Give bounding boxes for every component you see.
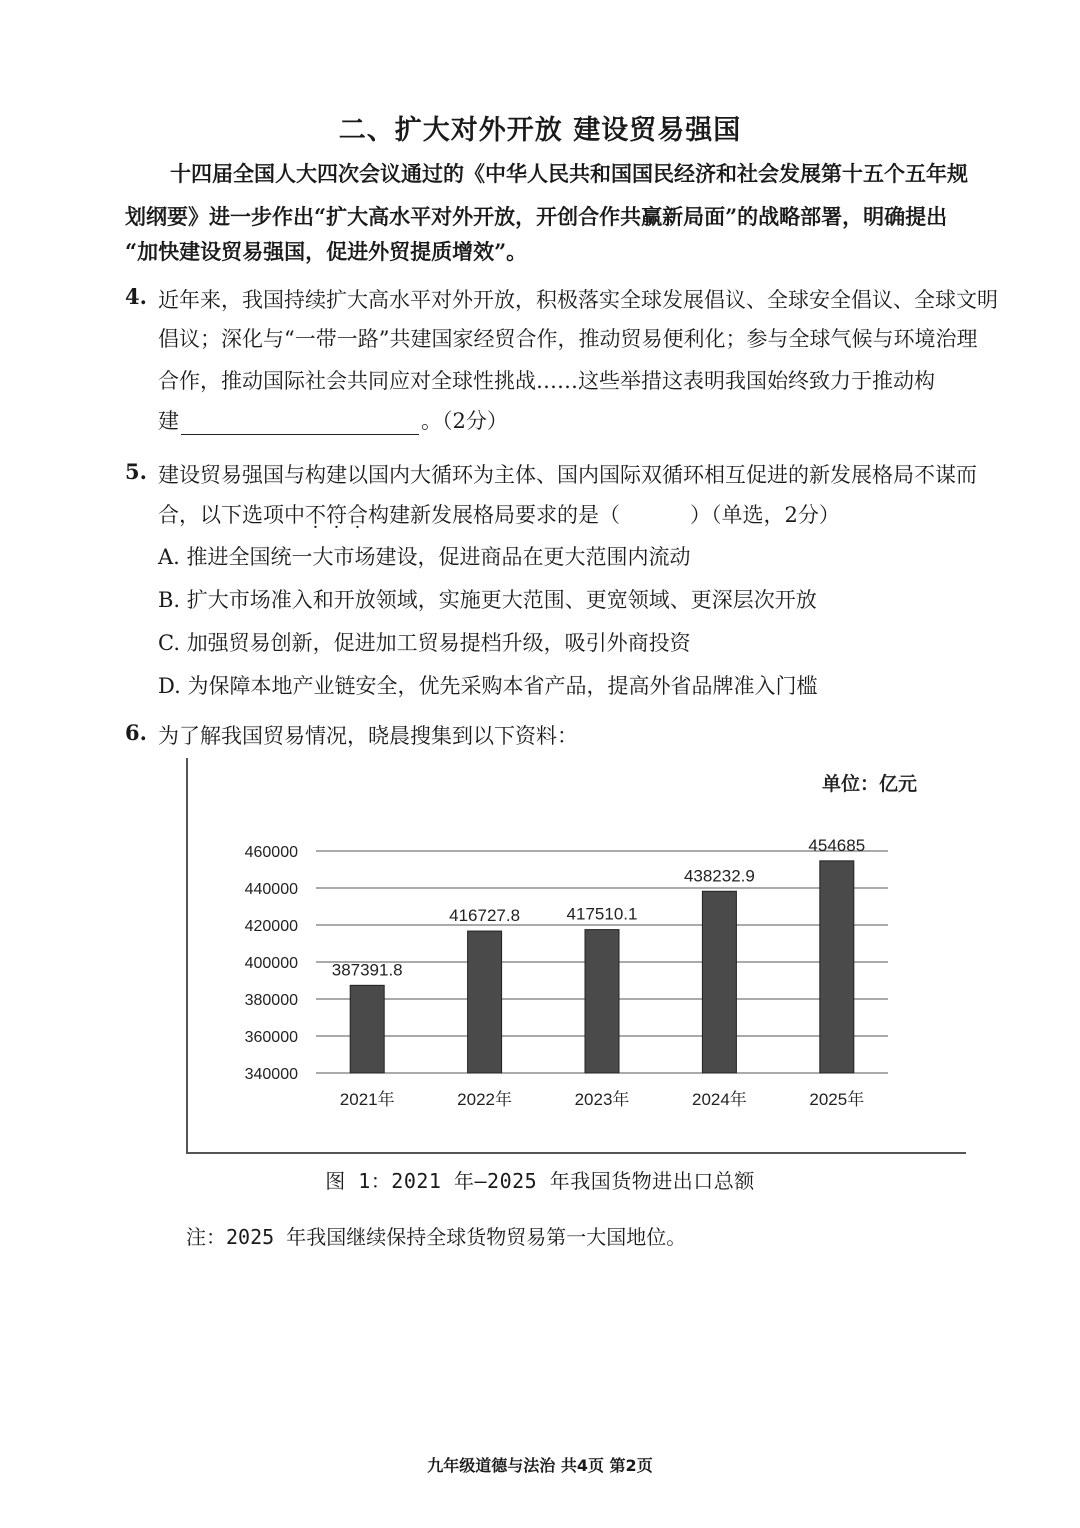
x-tick-label: 2023年 <box>574 1090 630 1109</box>
option-text: 扩大市场准入和开放领域，实施更大范围、更宽领域、更深层次开放 <box>186 588 817 612</box>
q4-answer-blank[interactable] <box>181 412 419 435</box>
q5-emphasis-3: 合 <box>347 503 368 527</box>
q4-last-suffix: 。（2分） <box>421 409 508 433</box>
chart-caption: 图 1：2021 年—2025 年我国货物进出口总额 <box>325 1169 755 1193</box>
bar-value-label: 417510.1 <box>566 904 638 924</box>
bar-2022年 <box>468 931 502 1073</box>
intro-line-3: “加快建设贸易强国，促进外贸提质增效”。 <box>125 239 528 264</box>
chart-y-ticks <box>245 844 298 1083</box>
bar-chart <box>188 758 966 1152</box>
intro-line-2: 划纲要》进一步作出“扩大高水平对外开放，开创合作共赢新局面”的战略部署，明确提出 <box>125 204 948 229</box>
bar-2021年 <box>350 985 384 1073</box>
q5-line-2 <box>158 499 840 529</box>
page-footer: 九年级道德与法治 共4页 第2页 <box>427 1456 653 1475</box>
bar-value-label: 387391.8 <box>331 960 403 980</box>
q5-option-d <box>158 670 817 700</box>
bar-value-label: 454685 <box>808 835 866 855</box>
option-label: B. <box>158 588 181 612</box>
q5-option-a <box>158 541 691 571</box>
y-tick-label: 460000 <box>244 844 298 861</box>
bar-value-label: 416727.8 <box>449 906 521 926</box>
x-tick-label: 2025年 <box>809 1090 865 1109</box>
option-label: A. <box>158 545 180 569</box>
option-label: D. <box>158 674 181 698</box>
bar-2024年 <box>702 891 736 1073</box>
option-text: 加强贸易创新，促进加工贸易提档升级，吸引外商投资 <box>186 631 691 655</box>
chart-frame <box>186 758 966 1154</box>
y-tick-label: 360000 <box>244 1029 298 1046</box>
option-text: 推进全国统一大市场建设，促进商品在更大范围内流动 <box>186 545 691 569</box>
section-title: 二、扩大对外开放 建设贸易强国 <box>338 115 742 146</box>
chart-bars <box>350 861 854 1073</box>
q5-emphasis-2: 符 <box>326 503 347 527</box>
note-text: 注：2025 年我国继续保持全球货物贸易第一大国地位。 <box>186 1225 687 1249</box>
option-text: 为保障本地产业链安全，优先采购本省产品，提高外省品牌准入门槛 <box>187 674 818 698</box>
q6-number: 6. <box>125 720 147 745</box>
x-tick-label: 2022年 <box>457 1090 513 1109</box>
y-tick-label: 420000 <box>244 918 298 935</box>
y-tick-label: 340000 <box>244 1066 298 1083</box>
q4-line-3: 合作，推动国际社会共同应对全球性挑战……这些举措这表明我国始终致力于推动构 <box>158 369 935 393</box>
x-tick-label: 2024年 <box>691 1090 747 1109</box>
bar-2023年 <box>585 930 619 1073</box>
q4-line-2: 倡议；深化与“一带一路”共建国家经贸合作，推动贸易便利化；参与全球气候与环境治理 <box>158 327 978 351</box>
x-tick-label: 2021年 <box>339 1090 395 1109</box>
q5-line2-a: 合，以下选项中 <box>158 503 305 527</box>
q4-line-4 <box>158 405 508 435</box>
q4-last-prefix: 建 <box>158 409 179 433</box>
bar-value-label: 438232.9 <box>683 866 755 886</box>
q5-number: 5. <box>125 459 147 484</box>
q5-option-c <box>158 627 691 657</box>
y-tick-label: 400000 <box>244 955 298 972</box>
option-label: C. <box>158 631 180 655</box>
q5-line2-c: ）（单选，2分） <box>690 503 840 527</box>
chart-unit-label: 单位：亿元 <box>822 774 918 795</box>
y-tick-label: 440000 <box>244 881 298 898</box>
bar-2025年 <box>820 861 854 1073</box>
q5-line2-b: 构建新发展格局要求的是（ <box>368 503 620 527</box>
q4-number: 4. <box>125 284 147 309</box>
intro-line-1: 十四届全国人大四次会议通过的《中华人民共和国国民经济和社会发展第十五个五年规 <box>170 161 968 186</box>
y-tick-label: 380000 <box>244 992 298 1009</box>
q4-line-1: 近年来，我国持续扩大高水平对外开放，积极落实全球发展倡议、全球安全倡议、全球文明 <box>158 288 998 312</box>
chart-x-ticks <box>340 1089 864 1109</box>
q5-line-1: 建设贸易强国与构建以国内大循环为主体、国内国际双循环相互促进的新发展格局不谋而 <box>158 463 977 487</box>
q5-emphasis-1: 不 <box>305 503 326 527</box>
q5-option-b <box>158 584 817 614</box>
q6-text: 为了解我国贸易情况，晓晨搜集到以下资料： <box>158 724 578 748</box>
